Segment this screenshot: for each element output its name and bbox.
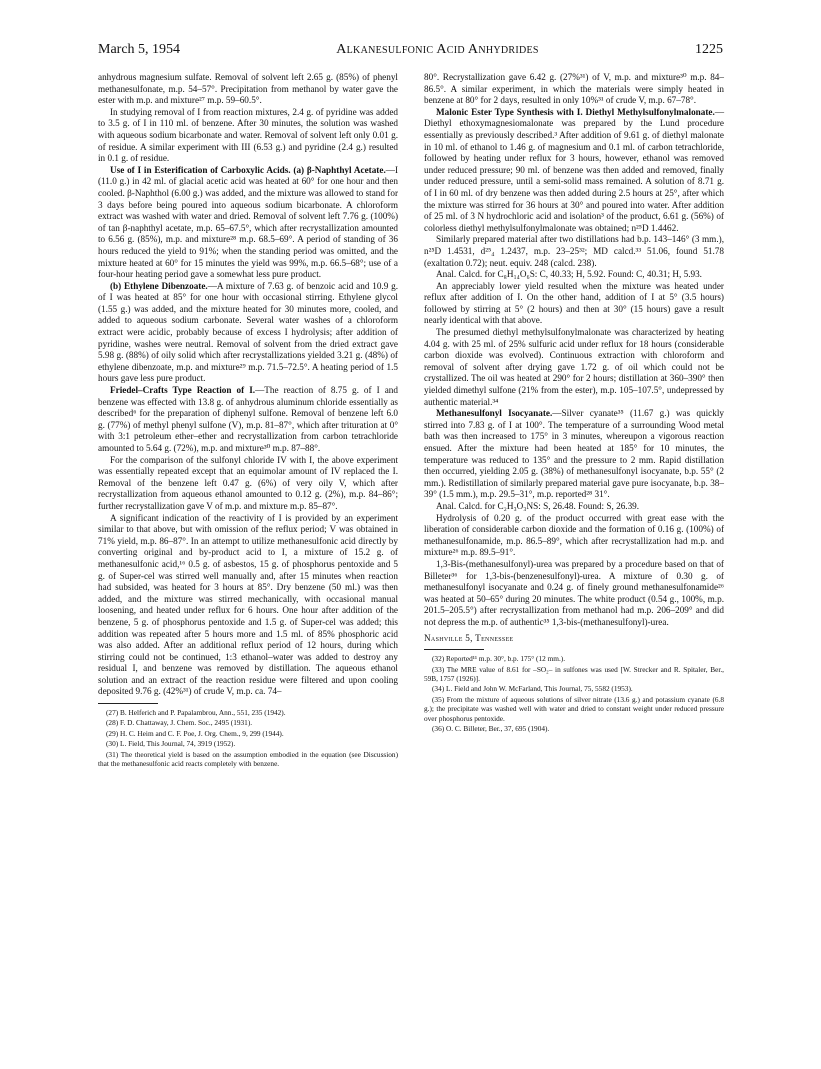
running-header [98,42,723,58]
paragraph [98,281,398,385]
page-number: 1225 [695,42,723,57]
footnote: (29) H. C. Heim and C. F. Poe, J. Org. Chem., 9, 299 (1944). [106,728,284,738]
footnote: (31) The theoretical yield is based on the assumption embodied in the equation (see Discussion) that the methanesulfonic acid reacts completely with benzene. [98,749,398,769]
footnote: (34) L. Field and John W. McFarland, This Journal, 75, 5582 (1953). [432,684,633,694]
footnote: (35) From the mixture of aqueous solutions of silver nitrate (13.6 g.) and potassium cyanate (6.8 g.); the precipitate was washed well with water and dried to constant weight under reduced pressure over phosphorus pentoxide. [424,694,724,723]
left-column [98,72,398,770]
paragraph: 1,3-Bis-(methanesulfonyl)-urea was prepared by a procedure based on that of Billeter³⁶ for 1,3-bis-(benzenesulfonyl)-urea. A mixture of 0.30 g. of methanesulfonyl isocyanate and 0.24 g. of finely ground methanesulfonamide²⁶ was heated at 50–65° during 20 minutes. The white product (0.54 g., 100%, m.p. 201.5–205.5°) after recrystallization from methanol had m.p. 206–209° and did not depress the m.p. of authentic³⁵ 1,3-bis-(methanesulfonyl)-urea. [424,558,724,627]
footnotes-right [424,654,724,733]
paragraph: Hydrolysis of 0.20 g. of the product occurred with great ease with the liberation of considerable carbon dioxide and the formation of 0.16 g. (100%) of methanesulfonamide, m.p. 86.5–89°, which after recrystallization had m.p. and mixture²⁶ m.p. 89.5–91°. [424,512,724,558]
footnote-divider [424,649,484,650]
section-heading: Friedel–Crafts Type Reaction of I. [110,385,256,396]
paragraph: Anal. Calcd. for C₂H₃O₃NS: S, 26.48. Found: S, 26.39. [436,500,640,511]
paragraph-text: —A mixture of 7.63 g. of benzoic acid and 10.9 g. of I was heated at 85° for one hour with occasional stirring. Ethylene glycol (1.55 g.) was added, and the mixture heated for 30 minutes more, cooled, and added to aqueous sodium carbonate. Several water washes of a chloroform extract were acidic, probably because of excess I hydrolysis; after addition of pyridine, washes were neutral. Removal of solvent from the dried extract gave 5.98 g. (88%) of oily solid which after recrystallizations yielded 3.21 g. (48%) of ethylene dibenzoate, m.p. and mixture²⁹ m.p. 71.5–72.5°. A heating period of 1.5 hours gave less pure product. [98,280,398,384]
section-heading: Methanesulfonyl Isocyanate. [436,408,553,419]
section-heading: (b) Ethylene Dibenzoate. [110,280,208,291]
footnote: (28) F. D. Chattaway, J. Chem. Soc., 2495 (1931). [106,718,253,728]
paragraph [98,165,398,281]
paragraph: An appreciably lower yield resulted when the mixture was heated under reflux after addition of I. On the other hand, addition of I at 5° (3.5 hours) followed by stirring at 5° (2 hours) and then at 30° (15 hours) gave a result nearly identical with that above. [424,280,724,326]
paragraph-text: —Diethyl ethoxymagnesiomalonate was prepared by the Lund procedure essentially as previously described.³ After addition of 9.61 g. of diethyl malonate in 10 ml. of ethanol to 1.46 g. of magnesium and 0.1 ml. of carbon tetrachloride, followed by heating under reflux for 3 hours, however, ethanol was removed under reduced pressure; 90 ml. of benzene was then added and removed, finally under reduced pressure, until a semi-solid mass remained. A solution of 8.71 g. of I in 60 ml. of dry benzene was then added during 2.5 hours at 25°, after which the mixture was stirred for 36 hours at 30° and poured into water. After addition of 25 ml. of 3 N hydrochloric acid and isolation³ of the product, 6.61 g. (56%) of colorless diethyl methylsulfonylmalonate was obtained; n²⁵D 1.4462. [424,106,724,233]
paragraph: In studying removal of I from reaction mixtures, 2.4 g. of pyridine was added to 3.5 g. of I in 110 ml. of benzene. After 30 minutes, the solution was washed with aqueous sodium bicarbonate and water. Removal of solvent left only 0.01 g. of residue. A similar experiment with III (6.53 g.) and pyridine (2.4 g.) resulted in 0.1 g. of residue. [98,106,398,164]
footnote: (32) Reported¹¹ m.p. 30°, b.p. 175° (12 mm.). [432,654,566,664]
paragraph [424,107,724,235]
section-heading: Use of I in Esterification of Carboxylic Acids. (a) β-Naphthyl Acetate. [110,164,386,175]
paragraph: For the comparison of the sulfonyl chloride IV with I, the above experiment was essentially repeated except that an equimolar amount of IV replaced the I. Removal of the benzene left 0.47 g. (6%) of very oily V, which after recrystallization from aqueous ethanol amounted to 0.12 g. (2%), m.p. 84–86°; further recrystallization gave V of m.p. and mixture m.p. 85–87°. [98,454,398,511]
header-date: March 5, 1954 [98,42,181,57]
footnote: (36) O. C. Billeter, Ber., 37, 695 (1904). [432,723,550,733]
paragraph [424,408,724,501]
paragraph: anhydrous magnesium sulfate. Removal of solvent left 2.65 g. (85%) of phenyl methanesulfonate, m.p. 54–57°. Precipitation from methanol by water gave the ester with m.p. and mixture²⁷ m.p. 59–60.5°. [98,72,398,106]
paragraph: A significant indication of the reactivity of I is provided by an experiment similar to that above, but with omission of the reflux period; V was obtained in 71% yield, m.p. 86–87°. In an attempt to utilize methanesulfonic acid directly by converting original and by-product acid to I, a mixture of 15.2 g. of methanesulfonic acid,¹⁶ 0.5 g. of asbestos, 15 g. of phosphorus pentoxide and 5 g. of Super-cel was stirred well manually and, after 15 minutes when reaction had subsided, was heated for 3 hours at 85°. Dry benzene (50 ml.) was then added, and the mixture was stirred mechanically, with occasional manual loosening, and heated under reflux for 6 hours. One hour after addition of the benzene, 5 g. of phosphorus pentoxide and 1.5 g. of Super-cel was added; this addition was repeated after 5 hours more and 1.5 ml. of 85% phosphoric acid was also added. After an additional reflux period of 12 hours, during which stirring could not be continued, 1:3 ethanol–water was added to destroy any residual I, and benzene was removed by distillation. The aqueous ethanol solution and an extract of the reaction residue were filtered and upon cooling deposited 9.76 g. (42%³¹) of crude V, m.p. ca. 74– [98,512,398,697]
right-column [424,72,724,734]
footnote: (30) L. Field, This Journal, 74, 3919 (1952). [106,739,236,749]
footnotes-left [98,708,398,768]
paragraph-text: —Silver cyanate³⁵ (11.67 g.) was quickly stirred into 7.83 g. of I at 100°. The temperature of a surrounding Wood metal bath was then increased to 175° in 3 minutes, whereupon a vigorous reaction ensued. After the mixture had been heated at 185° for 10 minutes, the temperature was reduced to 135° and the pressure to 2 mm. Rapid distillation then occurred, yielding 2.05 g. (38%) of methanesulfonyl isocyanate, b.p. 55° (2 mm.). Redistillation of similarly prepared material gave pure isocyanate, b.p. 38–39° (1.5 mm.), m.p. 29.5–31°, m.p. reported²⁸ 31°. [424,408,724,500]
paragraph: 80°. Recrystallization gave 6.42 g. (27%³¹) of V, m.p. and mixture³⁰ m.p. 84–86.5°. A similar experiment, in which the materials were simply heated in benzene at 80° for 2 days, resulted in only 10%³¹ of crude V, m.p. 67–78°. [424,72,724,106]
paragraph: Similarly prepared material after two distillations had b.p. 143–146° (3 mm.), n²⁵D 1.4531, d²⁵₄ 1.2437, m.p. 23–25³²; MD calcd.³³ 51.06, found 51.78 (exaltation 0.72); neut. equiv. 248 (calcd. 238). [424,234,724,268]
author-address: Nashville 5, Tennessee [424,632,514,643]
header-title: Alkanesulfonic Acid Anhydrides [336,42,539,57]
paragraph-text: —The reaction of 8.75 g. of I and benzene was effected with 13.8 g. of anhydrous aluminum chloride essentially as described⁶ for the preparation of diphenyl sulfone. Removal of benzene left 6.0 g. (77%) of methyl phenyl sulfone (V), m.p. 81–87°, which after trituration at 0° with 3:1 petroleum ether–ether and recrystallization from carbon tetrachloride amounted to 5.64 g. (72%), m.p. and mixture³⁰ m.p. 87–88°. [98,385,398,453]
paragraph: Anal. Calcd. for C₈H₁₄O₆S: C, 40.33; H, 5.92. Found: C, 40.31; H, 5.93. [436,269,702,280]
paragraph [98,385,398,455]
paragraph-text: —I (11.0 g.) in 42 ml. of glacial acetic acid was heated at 60° for one hour and then cooled. β-Naphthol (6.00 g.) was added, and the mixture was allowed to stand for 3 days before being poured into aqueous sodium bicarbonate. A chloroform extract was washed with water and dried. Removal of solvent left 7.76 g. (100%) of tan β-naphthyl acetate, m.p. 65–67.5°, which after recrystallization amounted to 6.56 g. (85%), m.p. and mixture²⁸ m.p. 68.5–69°. A period of standing of 36 hours reduced the yield to 91%; when the standing period was omitted, and the mixture heated at 60° for 15 minutes the yield was 99%, m.p. 66.5–68°; use of a four-hour heating period gave a somewhat less pure product. [98,164,398,280]
paragraph: The presumed diethyl methylsulfonylmalonate was characterized by heating 4.04 g. with 25 ml. of 25% sulfuric acid under reflux for 18 hours (considerable carbon dioxide was evolved). Continuous extraction with chloroform and removal of solvent after drying gave 1.72 g. of oil which could not be crystallized. The oil was heated at 290° for 2 hours; distillation at 360–390° then yielded dimethyl sulfone (21% from the ester), m.p. 105–107.5°, undepressed by authentic material.³⁴ [424,327,724,407]
footnote: (27) B. Helferich and P. Papalambrou, Ann., 551, 235 (1942). [106,708,286,718]
footnote: (33) The MRE value of 8.61 for –SO₂– in sulfones was used [W. Strecker and R. Spitaler, Ber., 59B, 1757 (1926)]. [424,664,724,683]
section-heading: Malonic Ester Type Synthesis with I. Diethyl Methylsulfonylmalonate. [436,106,715,117]
footnote-divider [98,703,158,704]
